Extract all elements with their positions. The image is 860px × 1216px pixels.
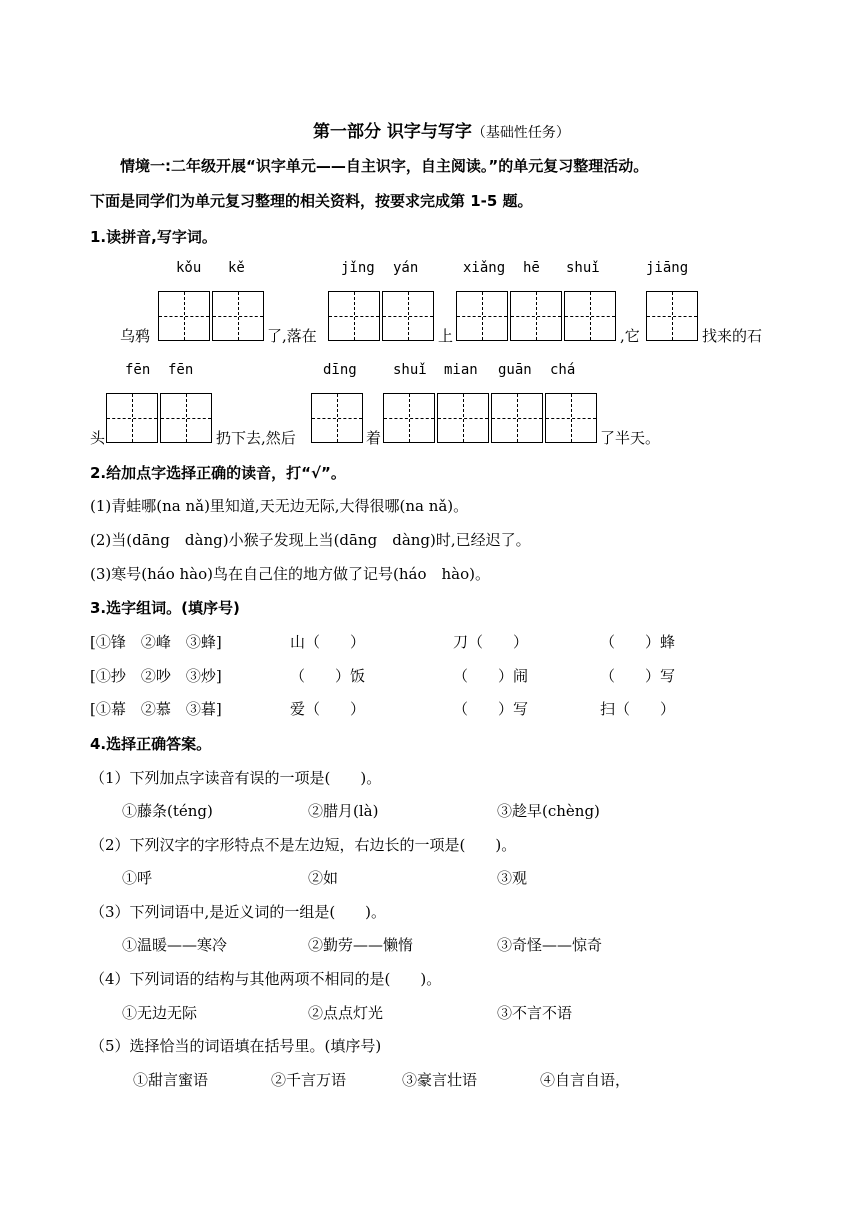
writing-box[interactable] bbox=[158, 291, 210, 341]
q4-question: （4）下列词语的结构与其他两项不相同的是( )。 bbox=[90, 970, 442, 988]
pinyin: yán bbox=[393, 260, 419, 276]
writing-box[interactable] bbox=[328, 291, 380, 341]
q2-item: (1)青蛙哪(na nǎ)里知道,天无边无际,大得很哪(na nǎ)。 bbox=[90, 497, 469, 515]
q4-option: ②勤劳——懒惰 bbox=[308, 936, 414, 954]
sentence-text: 头 bbox=[90, 429, 106, 447]
writing-box[interactable] bbox=[382, 291, 434, 341]
pinyin: kǒu bbox=[176, 260, 202, 276]
writing-box[interactable] bbox=[491, 393, 543, 443]
writing-box[interactable] bbox=[311, 393, 363, 443]
q4-option: ②千言万语 bbox=[271, 1071, 347, 1089]
q3-blank: 爱（ ） bbox=[290, 700, 366, 718]
q4-option: ①温暖——寒冷 bbox=[122, 936, 228, 954]
sentence-text: 乌鸦 bbox=[120, 327, 151, 345]
q4-option: ③奇怪——惊奇 bbox=[497, 936, 603, 954]
pinyin: dīng bbox=[323, 362, 357, 378]
q3-choices: [①幕 ②慕 ③暮] bbox=[90, 700, 222, 718]
intro-line-1: 情境一:二年级开展“识字单元——自主识字，自主阅读。”的单元复习整理活动。 bbox=[120, 157, 649, 175]
pinyin: chá bbox=[550, 362, 576, 378]
q2-item: (3)寒号(háo hào)鸟在自己住的地方做了记号(háo hào)。 bbox=[90, 565, 490, 583]
q4-option: ①甜言蜜语 bbox=[133, 1071, 209, 1089]
writing-box[interactable] bbox=[106, 393, 158, 443]
pinyin: guān bbox=[498, 362, 532, 378]
writing-box[interactable] bbox=[160, 393, 212, 443]
q3-choices: [①抄 ②吵 ③炒] bbox=[90, 667, 222, 685]
pinyin: fēn bbox=[168, 362, 194, 378]
sentence-text: 上 bbox=[438, 327, 454, 345]
page-title bbox=[313, 117, 570, 142]
q4-question: （2）下列汉字的字形特点不是左边短，右边长的一项是( )。 bbox=[90, 836, 517, 854]
q4-option: ①藤条(téng) bbox=[122, 802, 213, 820]
q3-blank: （ ）饭 bbox=[290, 667, 366, 685]
q4-title: 4.选择正确答案。 bbox=[90, 735, 212, 753]
title-text: 第一部分 识字与写字 bbox=[313, 122, 472, 142]
q3-blank: （ ）写 bbox=[453, 700, 529, 718]
q3-choices: [①锋 ②峰 ③蜂] bbox=[90, 633, 222, 651]
writing-box[interactable] bbox=[456, 291, 508, 341]
pinyin: kě bbox=[228, 260, 245, 276]
q4-option: ④自言自语， bbox=[540, 1071, 631, 1089]
q3-blank: （ ）蜂 bbox=[600, 633, 676, 651]
q2-title: 2.给加点字选择正确的读音，打“√”。 bbox=[90, 464, 346, 482]
q4-option: ①呼 bbox=[122, 869, 153, 887]
q4-option: ③趁早(chèng) bbox=[497, 802, 600, 820]
sentence-text: ,它 bbox=[620, 327, 640, 345]
q2-item: (2)当(dāng dàng)小猴子发现上当(dāng dàng)时,已经迟了。 bbox=[90, 531, 531, 549]
sentence-text: 了半天。 bbox=[600, 429, 661, 447]
sentence-text: 找来的石 bbox=[702, 327, 763, 345]
pinyin: shuǐ bbox=[566, 260, 600, 276]
q3-blank: 刀（ ） bbox=[453, 633, 529, 651]
writing-box[interactable] bbox=[510, 291, 562, 341]
writing-box[interactable] bbox=[646, 291, 698, 341]
q4-option: ③观 bbox=[497, 869, 528, 887]
q4-question: （5）选择恰当的词语填在括号里。(填序号) bbox=[90, 1037, 382, 1055]
q3-blank: （ ）写 bbox=[600, 667, 676, 685]
q4-option: ②如 bbox=[308, 869, 339, 887]
q4-question: （3）下列词语中,是近义词的一组是( )。 bbox=[90, 903, 387, 921]
writing-box[interactable] bbox=[212, 291, 264, 341]
pinyin: shuǐ bbox=[393, 362, 427, 378]
q4-question: （1）下列加点字读音有误的一项是( )。 bbox=[90, 769, 382, 787]
q1-title: 1.读拼音,写字词。 bbox=[90, 228, 217, 246]
pinyin: jiāng bbox=[646, 260, 689, 276]
pinyin: fēn bbox=[125, 362, 151, 378]
q4-option: ②腊月(là) bbox=[308, 802, 379, 820]
writing-box[interactable] bbox=[383, 393, 435, 443]
writing-box[interactable] bbox=[437, 393, 489, 443]
q3-blank: 山（ ） bbox=[290, 633, 366, 651]
pinyin: mian bbox=[444, 362, 478, 378]
q4-option: ③不言不语 bbox=[497, 1004, 573, 1022]
q3-blank: （ ）闹 bbox=[453, 667, 529, 685]
writing-box[interactable] bbox=[545, 393, 597, 443]
pinyin: xiǎng bbox=[463, 260, 506, 276]
sentence-text: 了,落在 bbox=[267, 327, 317, 345]
sentence-text: 扔下去,然后 bbox=[216, 429, 296, 447]
q3-blank: 扫（ ） bbox=[600, 700, 676, 718]
pinyin: jǐng bbox=[341, 260, 375, 276]
q4-option: ②点点灯光 bbox=[308, 1004, 384, 1022]
q3-title: 3.选字组词。(填序号) bbox=[90, 599, 240, 617]
q4-option: ①无边无际 bbox=[122, 1004, 198, 1022]
intro-line-2: 下面是同学们为单元复习整理的相关资料，按要求完成第 1-5 题。 bbox=[90, 192, 533, 210]
sentence-text: 着 bbox=[366, 429, 382, 447]
pinyin: hē bbox=[523, 260, 540, 276]
writing-box[interactable] bbox=[564, 291, 616, 341]
title-note: （基础性任务） bbox=[471, 125, 570, 141]
q4-option: ③豪言壮语 bbox=[402, 1071, 478, 1089]
